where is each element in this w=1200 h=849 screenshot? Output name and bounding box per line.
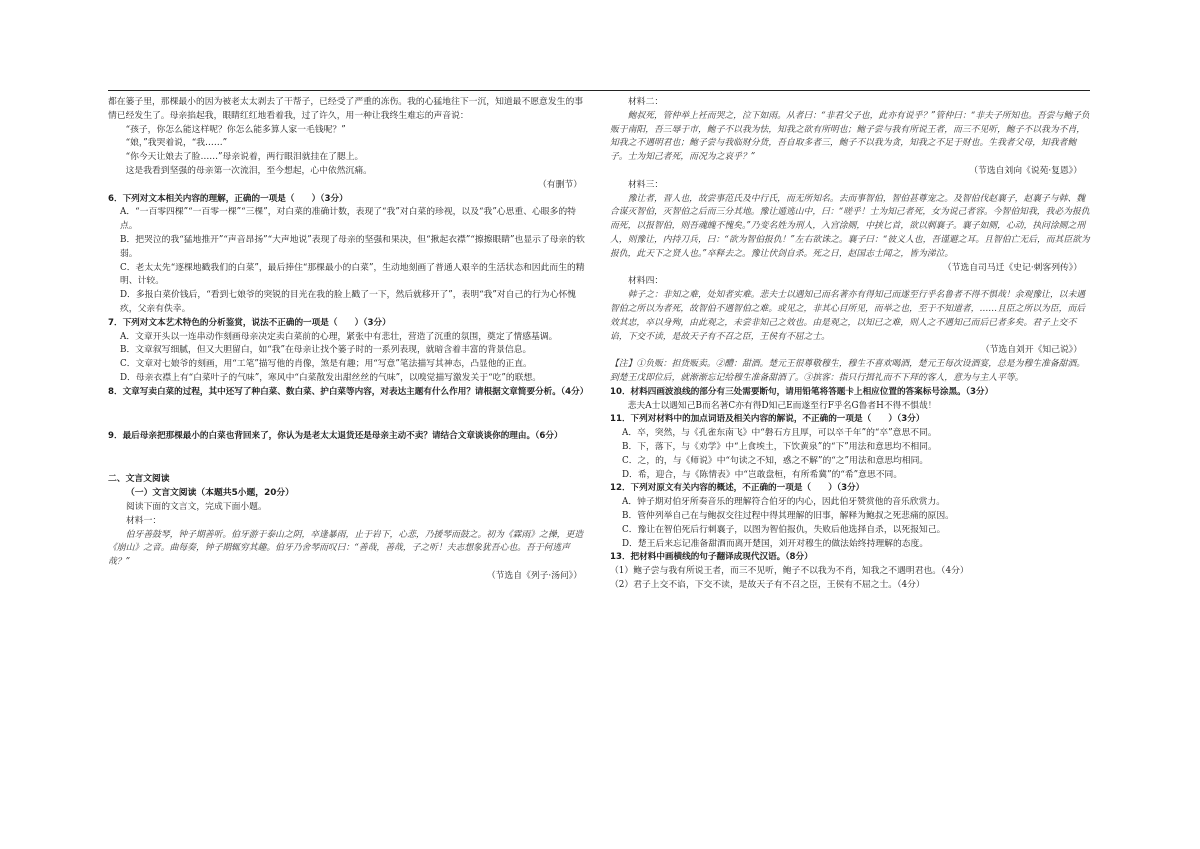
- option-11b: B．下，落下，与《劝学》中“上食埃土，下饮黄泉”的“下”用法和意思均不相同。: [622, 441, 937, 452]
- section-heading: 二、文言文阅读: [108, 474, 170, 485]
- material-3-title: 材料三：: [628, 179, 664, 190]
- option-11d: D．希，迎合，与《陈情表》中“岂敢盘桓，有所希冀”的“希”意思不同。: [622, 469, 903, 480]
- option-7b: B．文章叙写细腻，但又大胆留白，如“我”在母亲让找个篓子时的一系列表现，就暗含着丰富的背景信息。: [120, 345, 532, 356]
- option-7d: D．母亲衣襟上有“白菜叶子的气味”，寒风中“白菜散发出甜丝丝的气味”，以嗅觉描写激发关于“吃”的联想。: [120, 372, 542, 383]
- story-source: （有删节）: [538, 179, 582, 190]
- story-dialog: “娘，”我哭着说，“我……”: [125, 138, 228, 149]
- material-3-text: 豫让者，晋人也，故尝事范氏及中行氏，而无所知名。去而事智伯，智伯甚尊宠之。及智伯伐赵襄子，赵襄子与韩、魏合谋灭智伯，灭智伯之后而三分其地。豫让遁逃山中，曰：“嗟乎！士为知己者死，女为说己者容。今智伯知我，我必为报仇而死，以报智伯，则吾魂魄不愧矣。”乃变名姓为刑人，入宫涂厕，中挟匕首，欲以刺襄子。襄子如厕，心动，执问涂厕之刑人，则豫让，内持刀兵，曰：“欲为智伯报仇！”左右欲诛之。襄子曰：“彼义人也，吾谨避之耳。且智伯亡无后，而其臣欲为报仇，此天下之贤人也。”卒释去之。豫让伏剑自杀。死之日，赵国志士闻之，皆为涕泣。: [610, 193, 1090, 259]
- story-paragraph: 这是我看到坚强的母亲第一次流泪，至今想起，心中依然沉痛。: [125, 165, 372, 176]
- header-rule: [108, 90, 1090, 91]
- option-6a: A．“一百零四棵”“一百零一棵”“三棵”，对白菜的准确计数，表现了“我”对白菜的珍视，以及“我”心思重、心眼多的特点。: [120, 207, 576, 232]
- instruction: 阅读下面的文言文，完成下面小题。: [126, 501, 267, 512]
- option-11a: A．卒，突然，与《孔雀东南飞》中“磐石方且厚，可以卒千年”的“卒”意思不同。: [622, 428, 937, 439]
- question-13: 13．把材料中画横线的句子翻译成现代汉语。（8分）: [610, 552, 813, 563]
- option-12a: A．钟子期对伯牙所奏音乐的理解符合伯牙的内心，因此伯牙赞赏他的音乐欣赏力。: [622, 497, 946, 508]
- annotation-note: 【注】①负贩：担货贩卖。②醴：甜酒。楚元王很尊敬穆生，穆生不喜欢喝酒，楚元王每次设酒宴，总是为穆生准备甜酒。到楚王戊即位后，就渐渐忘记给穆生准备甜酒了。③摈客：指只行揖礼而不下拜的客人，意为与主人平等。: [610, 359, 1086, 383]
- option-7a: A．文章开头以一连串动作刻画母亲决定卖白菜前的心理，紧张中有悲壮，营造了沉重的氛围，奠定了情感基调。: [120, 331, 558, 342]
- question-7: 7．下列对文本艺术特色的分析鉴赏，说法不正确的一项是（ ）（3分）: [108, 317, 391, 328]
- question-10: 10．材料四画波浪线的部分有三处需要断句，请用铅笔将答题卡上相应位置的答案标号涂黑。（3分）: [610, 386, 994, 397]
- subsection-heading: （一）文言文阅读（本题共5小题，20分）: [126, 488, 294, 499]
- material-1-text: 伯牙善鼓琴，钟子期善听。伯牙游于泰山之阴，卒逢暴雨，止于岩下，心悲，乃援琴而鼓之。初为《霖雨》之操，更造《崩山》之音。曲每奏，钟子期辄穷其趣。伯牙乃舍琴而叹曰：“善哉，善哉，子之听！夫志想象犹吾心也。吾于何逃声哉？”: [108, 529, 584, 568]
- question-10-text: 悲夫A士以遇知己B而名著C亦有得D知己E而遂至行F乎名G鲁者H不得不惧哉！: [627, 400, 937, 411]
- story-dialog: “孩子，你怎么能这样呢？你怎么能多算人家一毛钱呢？”: [125, 124, 346, 135]
- question-9: 9．最后母亲把那棵最小的白菜也背回来了，你认为是老太太退货还是母亲主动不卖？请结合文章谈谈你的理由。（6分）: [108, 430, 563, 441]
- material-3-source: （节选自司马迁《史记·刺客列传》）: [942, 262, 1082, 273]
- material-1-title: 材料一：: [126, 515, 162, 526]
- material-4-source: （节选自刘开《知己说》）: [980, 345, 1082, 356]
- answer-space: [108, 443, 590, 473]
- story-dialog: “你今天让娘去了脸……”母亲说着，两行眼泪就挂在了腮上。: [125, 152, 364, 163]
- answer-space: [108, 400, 590, 430]
- question-12: 12．下列对原文有关内容的概述，不正确的一项是（ ）（3分）: [610, 483, 865, 494]
- material-4-title: 材料四：: [628, 276, 664, 287]
- option-7c: C．文章对七娘爷的刻画，用“工笔”描写他的肖像，煞是有趣；用“写意”笔法描写其神态，凸显他的正直。: [120, 359, 532, 370]
- option-12b: B．管仲列举自己在与鲍叔交往过程中得其理解的旧事，解释为鲍叔之死悲痛的原因。: [622, 510, 954, 521]
- story-paragraph: 都在篓子里，那棵最小的因为被老太太剥去了干帮子，已经受了严重的冻伤。我的心猛地往下一沉，知道最不愿意发生的事情已经发生了。母亲掐起我，眼睛红红地看着我，过了许久，用一种让我终生难忘的声音说：: [108, 97, 584, 121]
- material-2-source: （节选自刘向《说苑·复恩》）: [969, 165, 1082, 176]
- question-13-part-2: （2）君子上交不谄，下交不读，是故天子有不召之臣，王侯有不屈之士。（4分）: [610, 579, 925, 590]
- question-13-part-1: （1）鲍子尝与我有所说王者，而三不见听，鲍子不以我为不肖，知我之不遇明君也。（4分）: [610, 566, 969, 577]
- material-4-text: 韩子之：非知之难，处知者实难。悲夫士以遇知己而名著亦有得知己而遂至行乎名鲁者不得不惧哉！余观豫让，以未遇智伯之所以为者死，故智伯不遇智伯之难。或见之，非其心目所见，而举之也，至于不知道者，……且臣之所以为臣，而后效其忠，卒以身殉，由此观之，未尝非知己之效也。由是观之，以知已之难，则人之不遇知己而后已者多矣。君子上交不谄，下交不读，是故天子有不召之臣，王侯有不屈之士。: [610, 290, 1086, 342]
- material-2-text: 鲍叔死，管仲举上衽而哭之，泣下如雨。从者曰：“非君父子也，此亦有说乎？”管仲曰：“非夫子所知也。吾尝与鲍子负贩于南阳，吾三辱于市，鲍子不以我为怯，知我之欲有所明也；鲍子尝与我有所说王者，而三不见听，鲍子不以我为不肖，知我之不遇明君也；鲍子尝与我临财分货，吾自取多者三，鲍子不以我为贪，知我之不足于财也。生我者父母，知我者鲍子。士为知己者死，而况为之哀乎？”: [610, 110, 1090, 163]
- option-6d: D．多报白菜价钱后，“看到七娘爷的突锐的目光在我的脸上戳了一下，然后就移开了”，表明“我”对自己的行为心怀愧疚，父亲有佚幸。: [120, 290, 577, 314]
- option-12d: D．楚王后来忘记准备甜酒而离开楚国，刘开对穆生的做法始终持理解的态度。: [622, 538, 929, 549]
- right-column: [610, 96, 1090, 593]
- option-12c: C．豫让在智伯死后行刺襄子，以图为智伯报仇，失败后他选择自杀，以死报知己。: [622, 524, 946, 535]
- material-2-title: 材料二：: [628, 97, 664, 107]
- question-11: 11．下列对材料中的加点词语及相关内容的解说，不正确的一项是（ ）（3分）: [610, 414, 925, 425]
- left-column: [108, 96, 590, 584]
- question-6: 6．下列对文本相关内容的理解，正确的一项是（ ）（3分）: [108, 193, 348, 204]
- question-8: 8．文章写卖白菜的过程，其中还写了种白菜、数白菜、护白菜等内容，对表达主题有什么作用？请根据文章简要分析。（4分）: [108, 386, 589, 397]
- material-1-source: （节选自《列子·汤问》）: [486, 570, 582, 581]
- option-6b: B．把哭泣的我“猛地推开”“声音昂扬”“大声地说”表现了母亲的坚强和果决，但“揪起衣襟”“擦擦眼睛”也显示了母亲的软弱。: [120, 234, 585, 259]
- option-11c: C．之，的，与《师说》中“句读之不知，惑之不解”的“之”用法和意思均相同。: [622, 455, 929, 466]
- option-6c: C．老太太先“逐棵地戳我们的白菜”，最后捧住“那棵最小的白菜”，生动地刻画了普通人艰辛的生活状态和因此而生的精明、计较。: [120, 262, 585, 287]
